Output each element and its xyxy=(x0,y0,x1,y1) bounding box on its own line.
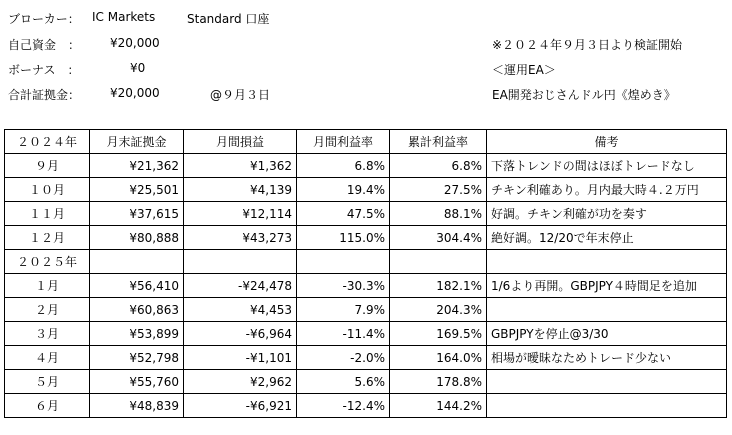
cell-cumulative-return: 178.8% xyxy=(390,370,487,394)
cell-monthly-return: 7.9% xyxy=(297,298,390,322)
ea-name: EA開発おじさんドル円《煌めき》 xyxy=(492,88,676,102)
cell-monthly-return: 115.0% xyxy=(297,226,390,250)
table-row xyxy=(5,298,727,322)
cell-month: １１月 xyxy=(5,202,90,226)
monthly-results-table xyxy=(4,129,727,418)
cell-monthly-return: -2.0% xyxy=(297,346,390,370)
table-header-row xyxy=(5,130,727,154)
cell-monthly-pnl: ¥12,114 xyxy=(184,202,297,226)
cell-monthly-pnl: ¥2,962 xyxy=(184,370,297,394)
header-cumulative-return: 累計利益率 xyxy=(390,130,487,154)
bonus-label: ボーナス ： xyxy=(8,63,80,77)
cell-monthly-return: 6.8% xyxy=(297,154,390,178)
cell-cumulative-return: 164.0% xyxy=(390,346,487,370)
cell-month: ９月 xyxy=(5,154,90,178)
cell-cumulative-return: 204.3% xyxy=(390,298,487,322)
cell-monthly-pnl: ¥4,453 xyxy=(184,298,297,322)
cell-month: ２月 xyxy=(5,298,90,322)
cell-cumulative-return: 182.1% xyxy=(390,274,487,298)
table-row xyxy=(5,346,727,370)
cell-month: ４月 xyxy=(5,346,90,370)
cell-month: ２０２５年 xyxy=(5,250,90,274)
table-row xyxy=(5,274,727,298)
table-row xyxy=(5,154,727,178)
cell-remarks xyxy=(487,370,727,394)
cell-month-end-margin xyxy=(90,250,184,274)
header-monthly-return: 月間利益率 xyxy=(297,130,390,154)
cell-month-end-margin: ¥60,863 xyxy=(90,298,184,322)
verification-start-note: ※２０２４年９月３日より検証開始 xyxy=(492,38,683,52)
total-margin-date: @９月３日 xyxy=(210,88,271,102)
cell-remarks: 絶好調。12/20で年末停止 xyxy=(487,226,727,250)
cell-cumulative-return: 304.4% xyxy=(390,226,487,250)
capital-value: ¥20,000 xyxy=(110,36,160,50)
cell-month-end-margin: ¥21,362 xyxy=(90,154,184,178)
cell-monthly-return: -12.4% xyxy=(297,394,390,418)
header-remarks: 備考 xyxy=(487,130,727,154)
cell-month-end-margin: ¥52,798 xyxy=(90,346,184,370)
cell-month-end-margin: ¥53,899 xyxy=(90,322,184,346)
cell-month-end-margin: ¥80,888 xyxy=(90,226,184,250)
table-row xyxy=(5,394,727,418)
broker-label: ブローカー： xyxy=(8,12,80,26)
cell-monthly-pnl: ¥1,362 xyxy=(184,154,297,178)
ea-label: ＜運用EA＞ xyxy=(492,63,556,77)
cell-remarks: 下落トレンドの間はほぼトレードなし xyxy=(487,154,727,178)
cell-remarks: GBPJPYを停止@3/30 xyxy=(487,322,727,346)
cell-monthly-pnl: -¥24,478 xyxy=(184,274,297,298)
cell-month-end-margin: ¥55,760 xyxy=(90,370,184,394)
table-row xyxy=(5,370,727,394)
cell-cumulative-return: 144.2% xyxy=(390,394,487,418)
cell-month: １２月 xyxy=(5,226,90,250)
table-row xyxy=(5,322,727,346)
cell-month: １月 xyxy=(5,274,90,298)
cell-remarks: 好調。チキン利確が功を奏す xyxy=(487,202,727,226)
cell-monthly-return: 47.5% xyxy=(297,202,390,226)
header-month-end-margin: 月末証拠金 xyxy=(90,130,184,154)
cell-monthly-pnl: -¥1,101 xyxy=(184,346,297,370)
cell-remarks xyxy=(487,250,727,274)
cell-monthly-return: 19.4% xyxy=(297,178,390,202)
total-margin-label: 合計証拠金： xyxy=(8,88,81,102)
cell-cumulative-return: 6.8% xyxy=(390,154,487,178)
cell-month-end-margin: ¥25,501 xyxy=(90,178,184,202)
cell-monthly-return: -11.4% xyxy=(297,322,390,346)
cell-month-end-margin: ¥37,615 xyxy=(90,202,184,226)
account-type: Standard 口座 xyxy=(187,12,270,26)
table-row xyxy=(5,250,727,274)
cell-monthly-pnl: -¥6,921 xyxy=(184,394,297,418)
cell-remarks: 1/6より再開。GBPJPY４時間足を追加 xyxy=(487,274,727,298)
cell-monthly-pnl: -¥6,964 xyxy=(184,322,297,346)
cell-cumulative-return xyxy=(390,250,487,274)
total-margin-value: ¥20,000 xyxy=(110,86,160,100)
cell-monthly-pnl: ¥4,139 xyxy=(184,178,297,202)
cell-monthly-return xyxy=(297,250,390,274)
bonus-value: ¥0 xyxy=(130,61,146,75)
header-monthly-pnl: 月間損益 xyxy=(184,130,297,154)
capital-label: 自己資金 ： xyxy=(8,38,81,52)
cell-remarks xyxy=(487,298,727,322)
cell-remarks: 相場が曖昧なためトレード少ない xyxy=(487,346,727,370)
cell-remarks xyxy=(487,394,727,418)
cell-remarks: チキン利確あり。月内最大時４.２万円 xyxy=(487,178,727,202)
cell-cumulative-return: 27.5% xyxy=(390,178,487,202)
cell-month-end-margin: ¥56,410 xyxy=(90,274,184,298)
cell-cumulative-return: 169.5% xyxy=(390,322,487,346)
table-row xyxy=(5,178,727,202)
account-summary xyxy=(0,0,732,128)
header-year: ２０２４年 xyxy=(5,130,90,154)
cell-monthly-pnl xyxy=(184,250,297,274)
cell-monthly-pnl: ¥43,273 xyxy=(184,226,297,250)
cell-month: ３月 xyxy=(5,322,90,346)
cell-month: ５月 xyxy=(5,370,90,394)
cell-cumulative-return: 88.1% xyxy=(390,202,487,226)
table-row xyxy=(5,226,727,250)
table-row xyxy=(5,202,727,226)
broker-value: IC Markets xyxy=(92,10,156,24)
cell-monthly-return: 5.6% xyxy=(297,370,390,394)
cell-month: ６月 xyxy=(5,394,90,418)
cell-monthly-return: -30.3% xyxy=(297,274,390,298)
cell-month-end-margin: ¥48,839 xyxy=(90,394,184,418)
cell-month: １０月 xyxy=(5,178,90,202)
